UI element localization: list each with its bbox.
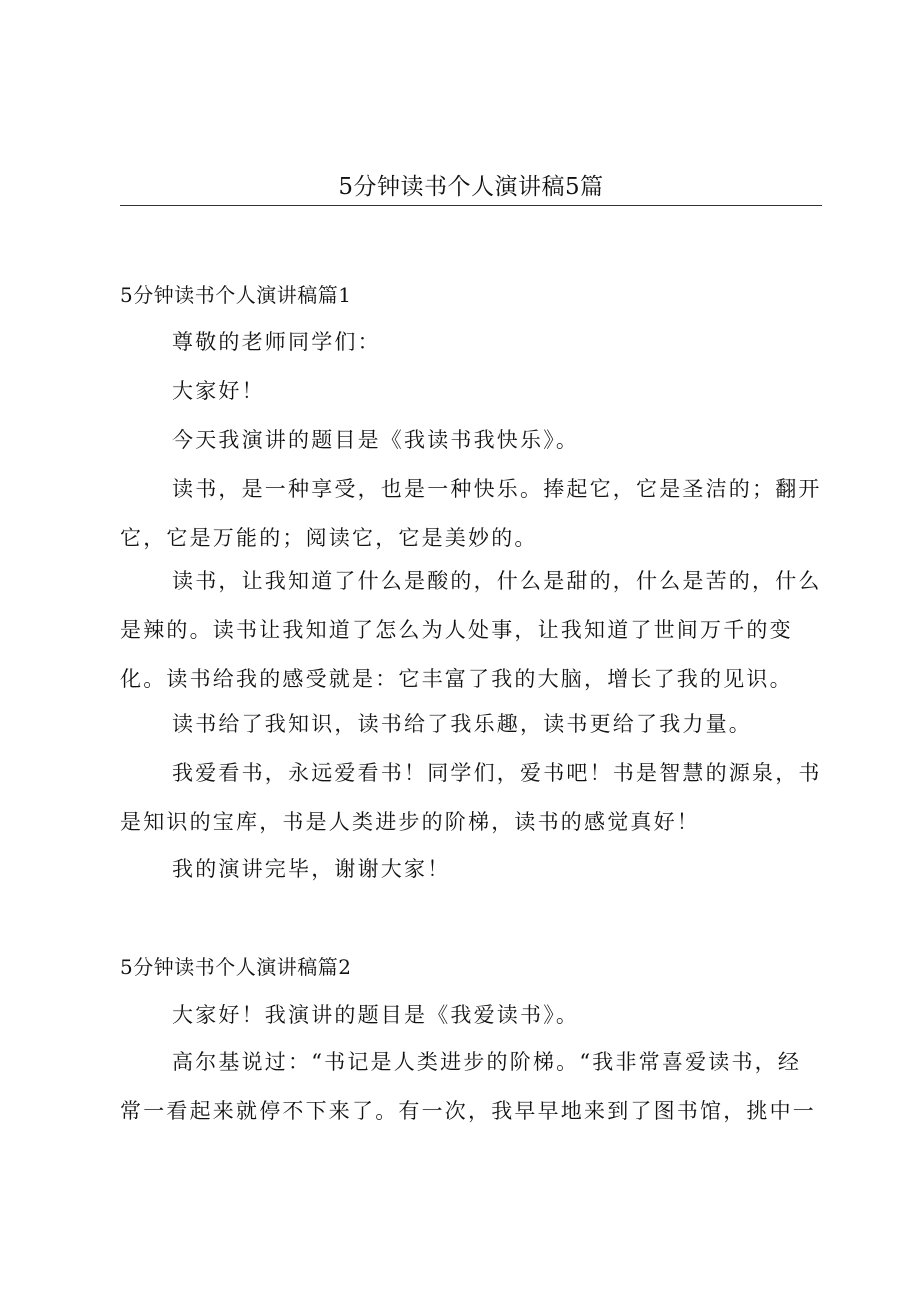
paragraph: 高尔基说过：“书记是人类进步的阶梯。“我非常喜爱读书，经常一看起来就停不下来了。有一次，我早早地来到了图书馆，挑中一 bbox=[120, 1050, 816, 1123]
section-heading-1: 5分钟读书个人演讲稿篇1 bbox=[120, 283, 352, 307]
paragraph: 读书给了我知识，读书给了我乐趣，读书更给了我力量。 bbox=[172, 712, 752, 736]
paragraph: 大家好！ bbox=[172, 379, 265, 403]
title-underline bbox=[120, 205, 822, 206]
paragraph: 尊敬的老师同学们： bbox=[172, 330, 381, 354]
document-title: 5分钟读书个人演讲稿5篇 bbox=[338, 174, 604, 200]
paragraph: 大家好！我演讲的题目是《我爱读书》。 bbox=[172, 1003, 580, 1027]
paragraph: 我的演讲完毕，谢谢大家！ bbox=[172, 857, 451, 881]
paragraph: 读书，是一种享受，也是一种快乐。捧起它，它是圣洁的；翻开它，它是万能的；阅读它，它是美妙的。 bbox=[120, 477, 822, 550]
section-heading-2: 5分钟读书个人演讲稿篇2 bbox=[120, 955, 352, 979]
paragraph: 我爱看书，永远爱看书！同学们，爱书吧！书是智慧的源泉，书是知识的宝库，书是人类进步的阶梯，读书的感觉真好！ bbox=[120, 761, 822, 834]
paragraph: 读书，让我知道了什么是酸的，什么是甜的，什么是苦的，什么是辣的。读书让我知道了怎么为人处事，让我知道了世间万千的变化。读书给我的感受就是：它丰富了我的大脑，增长了我的见识。 bbox=[120, 569, 822, 691]
paragraph: 今天我演讲的题目是《我读书我快乐》。 bbox=[172, 428, 580, 452]
